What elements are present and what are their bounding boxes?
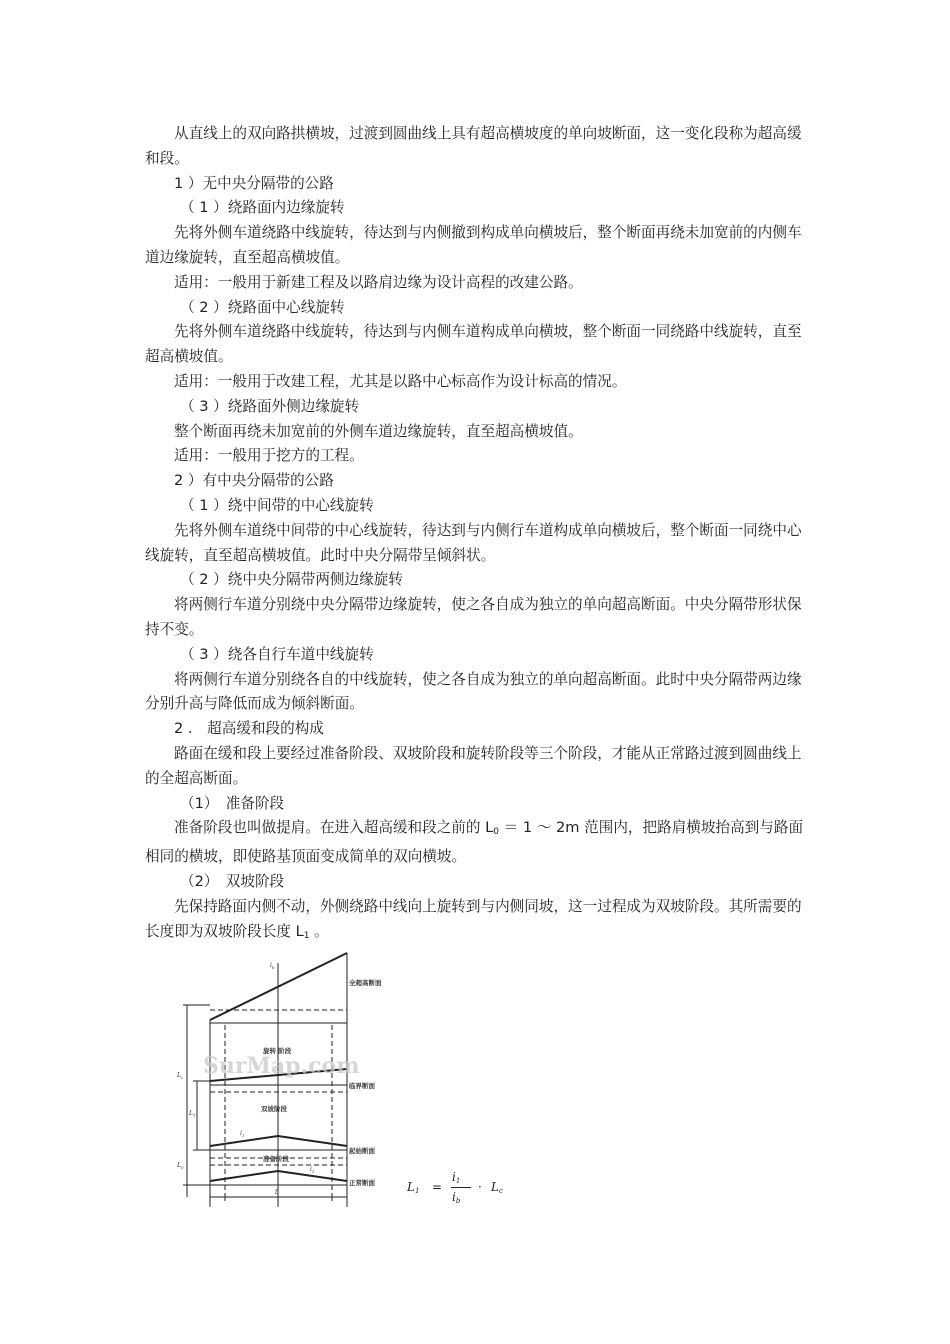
label-i1-right [310, 1166, 314, 1174]
formula-dot: · [478, 1180, 482, 1194]
paragraph: 先将外侧车道绕路中线旋转，待达到与内侧车道构成单向横坡，整个断面一同绕路中线旋转，直至超高横坡值。 [145, 323, 802, 366]
formula-rhs [491, 1180, 503, 1195]
symbol-sub: 0 [180, 1165, 184, 1170]
fraction-bar [451, 1187, 471, 1188]
symbol-sub: 1 [455, 1177, 461, 1185]
label-start-section: 起始断面 [349, 1147, 375, 1155]
paragraph-text: 准备阶段也叫做提肩。在进入超高缓和段之前的 L [174, 819, 494, 837]
subheading: （ 3 ）绕路面外侧边缘旋转 [180, 397, 360, 415]
body-text [145, 122, 810, 948]
symbol-sub: 1 [311, 1169, 315, 1174]
paragraph-text: 。 [309, 922, 329, 940]
symbol: i [452, 1190, 456, 1204]
paragraph [145, 816, 810, 870]
heading: 2 ）有中央分隔带的公路 [174, 472, 334, 490]
paragraph: 将两侧行车道分别绕各自的中线旋转，使之各自成为独立的单向超高断面。此时中央分隔带两边缘分别升高与降低而成为倾斜断面。 [145, 670, 802, 713]
paragraph: 适用：一般用于改建工程，尤其是以路中心标高作为设计标高的情况。 [174, 372, 627, 390]
paragraph-text: ＝ 1 ～ 2m 范围内，把路肩横坡抬高到与路面相同的横坡，即使路基顶面变成简单的双向横坡。 [145, 819, 804, 866]
paragraph: 整个断面再绕未加宽前的外侧车道边缘旋转，直至超高横坡值。 [174, 422, 583, 440]
label-double-slope-stage: 双坡阶段 [261, 1105, 287, 1113]
label-normal-section: 正常断面 [349, 1179, 375, 1187]
symbol: L [491, 1180, 499, 1194]
l1-formula [405, 1168, 515, 1212]
symbol: i [452, 1170, 456, 1184]
paragraph: 先将外侧车道绕路中线旋转，待达到与内侧撤到构成单向横坡后，整个断面再绕未加宽前的内侧车道边缘旋转，直至超高横坡值。 [145, 224, 802, 266]
diagram-svg [175, 945, 405, 1215]
label-lc [176, 1072, 184, 1080]
subscript: 1 [303, 930, 310, 941]
superelevation-diagram [175, 945, 405, 1215]
paragraph: 从直线上的双向路拱横坡，过渡到圆曲线上具有超高横坡度的单向坡断面，这一变化段称为超高缓和段。 [145, 125, 802, 167]
formula-denominator [452, 1190, 460, 1205]
label-critical-section: 临界断面 [349, 1082, 375, 1090]
label-b: b [275, 1189, 279, 1196]
heading: 2 . 超高缓和段的构成 [174, 720, 324, 738]
watermark: SurMap.com [203, 1053, 360, 1079]
symbol: L [189, 1110, 193, 1117]
formula-equals: = [432, 1180, 443, 1194]
subscript: 0 [493, 827, 499, 838]
symbol-sub: c [180, 1075, 184, 1080]
symbol: L [177, 1072, 181, 1079]
subheading: （2） 双坡阶段 [180, 872, 285, 890]
symbol: L [407, 1180, 415, 1194]
formula-lhs [407, 1180, 419, 1195]
subheading: （ 1 ）绕中间带的中心线旋转 [180, 496, 374, 514]
paragraph-text: 先保持路面内侧不动，外侧绕路中线向上旋转到与内侧同坡，这一过程成为双坡阶段。其所需要的长度即为双坡阶段长度 L [145, 897, 802, 940]
symbol-sub: h [271, 965, 275, 970]
paragraph: 先将外侧车道绕中间带的中心线旋转，待达到与内侧行车道构成单向横坡后，整个断面一同绕中心线旋转，直至超高横坡值。此时中央分隔带呈倾斜状。 [145, 521, 802, 564]
label-i1-left [240, 1130, 244, 1138]
formula-numerator [452, 1170, 460, 1185]
symbol: i [270, 962, 272, 969]
paragraph: 路面在缓和段上要经过准备阶段、双坡阶段和旋转阶段等三个阶段，才能从正常路过渡到圆曲线上的全超高断面。 [145, 744, 802, 787]
symbol-sub: b [455, 1197, 461, 1205]
paragraph: 适用：一般用于新建工程及以路肩边缘为设计高程的改建公路。 [174, 273, 583, 291]
paragraph: 将两侧行车道分别绕中央分隔带边缘旋转，使之各自成为独立的单向超高断面。中央分隔带形状保持不变。 [145, 596, 802, 638]
label-l1 [188, 1110, 196, 1118]
subheading: （1） 准备阶段 [180, 794, 285, 812]
paragraph: 适用：一般用于挖方的工程。 [174, 447, 364, 465]
heading: 1 ）无中央分隔带的公路 [174, 174, 334, 192]
symbol-sub: c [498, 1187, 503, 1195]
subheading: （ 2 ）绕路面中心线旋转 [180, 298, 345, 316]
label-prep-stage: 准备阶段 [263, 1155, 289, 1163]
label-full-section: 全超高断面 [349, 979, 382, 987]
symbol-sub: 1 [414, 1187, 420, 1195]
paragraph [145, 895, 810, 949]
symbol: i [310, 1166, 312, 1173]
symbol-sub: 1 [241, 1133, 245, 1138]
label-l0 [176, 1162, 184, 1170]
label-rotation-stage: 旋转 阶段 [263, 1047, 292, 1055]
subheading: （ 2 ）绕中央分隔带两侧边缘旋转 [180, 571, 403, 589]
subheading: （ 3 ）绕各自行车道中线旋转 [180, 645, 374, 663]
symbol: L [177, 1162, 181, 1169]
subheading: （ 1 ）绕路面内边缘旋转 [180, 199, 345, 217]
label-ih [270, 962, 275, 970]
symbol: i [240, 1130, 242, 1137]
symbol-sub: 1 [192, 1113, 196, 1118]
